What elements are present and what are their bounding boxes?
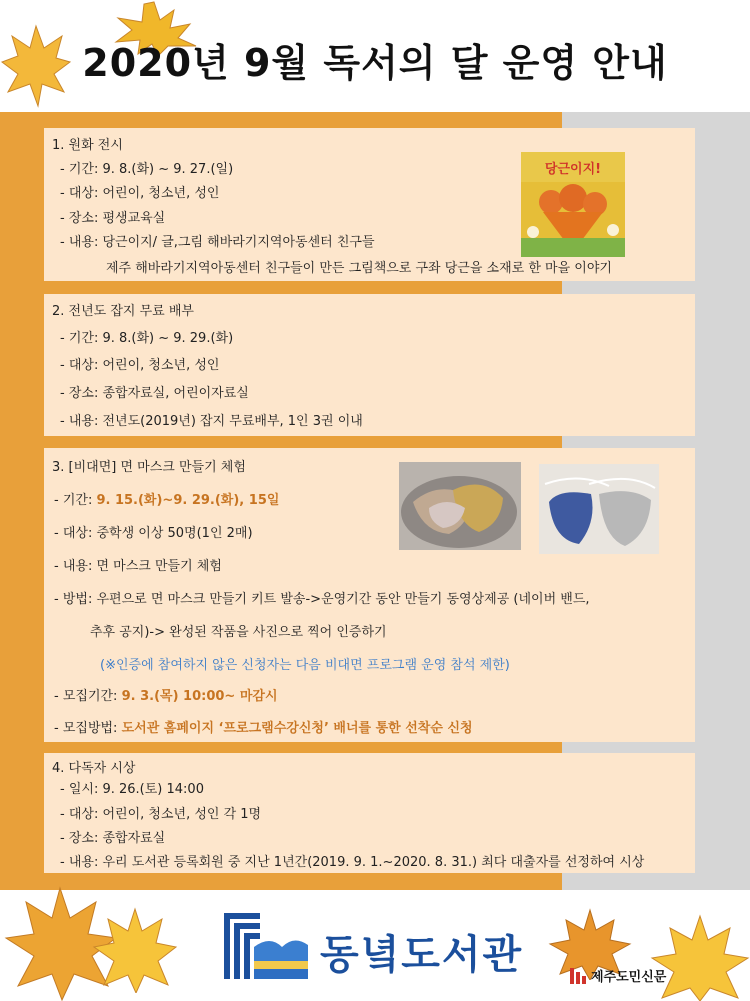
content-line: - 내용: 당근이지/ 글,그림 해바라기지역아동센터 친구들 (60, 235, 375, 250)
content-line: - 내용: 전년도(2019년) 잡지 무료배부, 1인 3권 이내 (60, 414, 363, 429)
section-exhibition (44, 128, 695, 281)
maple-leaf-icon (650, 912, 750, 1001)
place-line: - 장소: 종합자료실, 어린이자료실 (60, 386, 249, 401)
recruit-period-value: 9. 3.(목) 10:00~ 마감시 (121, 689, 278, 704)
method-line-continued: 추후 공지)-> 완성된 작품을 사진으로 찍어 인증하기 (90, 625, 387, 640)
section-title: 4. 다독자 시상 (52, 761, 136, 776)
target-line: - 대상: 어린이, 청소년, 성인 (60, 358, 220, 373)
library-name: 동녘도서관 (320, 931, 524, 978)
library-logo (220, 905, 540, 985)
period-line: - 기간: 9. 8.(화) ~ 9. 27.(일) (60, 162, 234, 177)
book-cover-title: 당근이지! (544, 162, 602, 177)
section-award (44, 753, 695, 873)
place-line: - 장소: 종합자료실 (60, 831, 166, 846)
method-line: - 방법: 우편으로 면 마스크 만들기 키트 발송->운영기간 동안 만들기 동영상제공 (네이버 밴드, (54, 592, 590, 607)
section-title: 3. [비대면] 면 마스크 만들기 체험 (52, 460, 246, 475)
section-magazine (44, 294, 695, 436)
mask-photo-right (539, 464, 659, 554)
mask-photo-left (399, 462, 521, 550)
apply-method-line: - 모집방법: 도서관 홈페이지 ‘프로그램수강신청’ 배너를 통한 선착순 신청 (54, 721, 473, 736)
section-title: 2. 전년도 잡지 무료 배부 (52, 304, 194, 319)
library-logo-icon (220, 909, 312, 983)
newspaper-name: 제주도민신문 (591, 970, 667, 985)
apply-method-value: 도서관 홈페이지 ‘프로그램수강신청’ 배너를 통한 선착순 신청 (121, 721, 473, 736)
section-mask-making (44, 448, 695, 742)
period-value: 9. 15.(화)~9. 29.(화), 15일 (96, 493, 280, 508)
content-line: - 내용: 면 마스크 만들기 체험 (54, 559, 222, 574)
target-line: - 대상: 어린이, 청소년, 성인 각 1명 (60, 807, 262, 822)
maple-leaf-icon (92, 905, 178, 993)
book-cover-image (521, 152, 625, 257)
recruit-period-line: - 모집기간: 9. 3.(목) 10:00~ 마감시 (54, 689, 278, 704)
notice-line: (※인증에 참여하지 않은 신청자는 다음 비대면 프로그램 운영 참석 제한) (100, 658, 510, 673)
period-line: - 기간: 9. 8.(화) ~ 9. 29.(화) (60, 331, 234, 346)
newspaper-logo-icon (570, 968, 588, 984)
content-description: 제주 해바라기지역아동센터 친구들이 만든 그림책으로 구좌 당근을 소재로 한 마을 이야기 (106, 261, 612, 276)
content-line: - 내용: 우리 도서관 등록회원 중 지난 1년간(2019. 9. 1.~2020. 8. 31.) 최다 대출자를 선정하여 시상 (60, 855, 645, 870)
place-line: - 장소: 평생교육실 (60, 211, 166, 226)
target-line: - 대상: 중학생 이상 50명(1인 2매) (54, 526, 253, 541)
date-line: - 일시: 9. 26.(토) 14:00 (60, 782, 204, 797)
page-title: 2020년 9월 독서의 달 운영 안내 (82, 41, 668, 85)
section-title: 1. 원화 전시 (52, 138, 123, 153)
period-line: - 기간: 9. 15.(화)~9. 29.(화), 15일 (54, 493, 280, 508)
target-line: - 대상: 어린이, 청소년, 성인 (60, 186, 220, 201)
